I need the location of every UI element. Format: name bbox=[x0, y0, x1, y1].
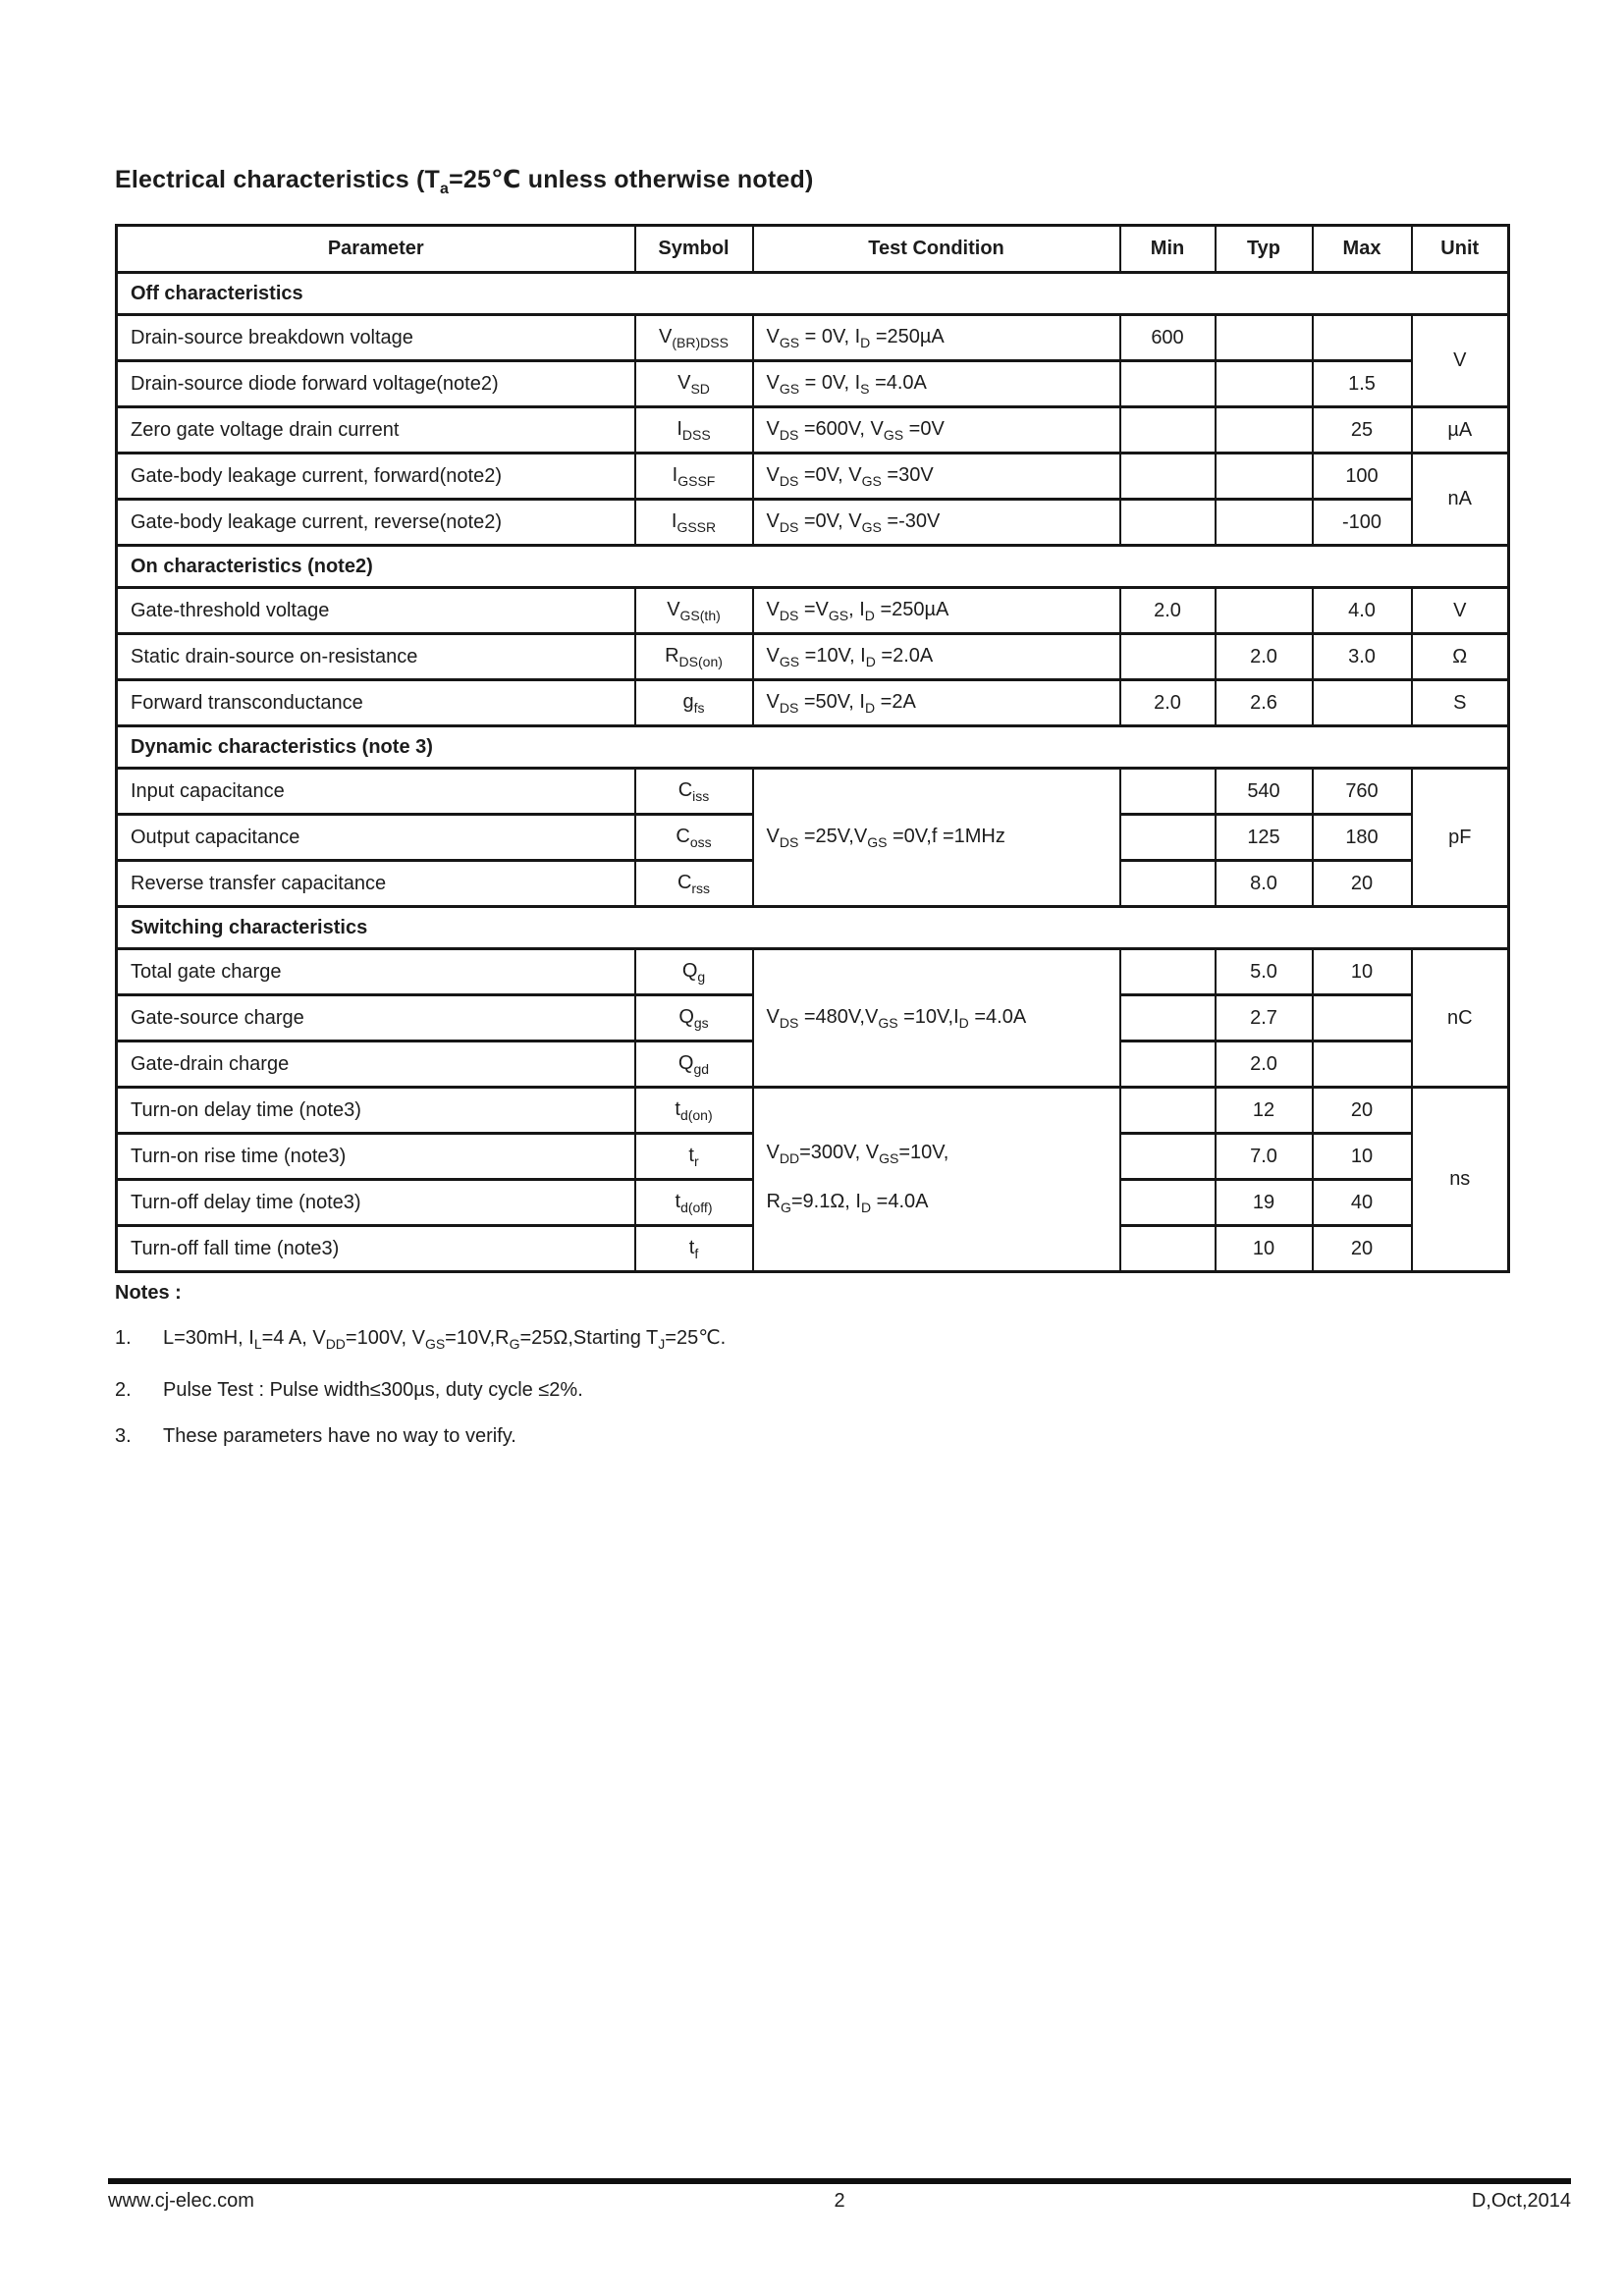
typ-cell bbox=[1216, 361, 1313, 407]
symbol-cell: $V_{(BR)DSS}$ bbox=[635, 315, 753, 361]
typ-cell bbox=[1216, 454, 1313, 500]
typ-cell: 10 bbox=[1216, 1226, 1313, 1272]
table-row bbox=[117, 680, 1509, 726]
section-label: On characteristics (note2) bbox=[117, 546, 1509, 588]
symbol-cell: $V_{GS(th)}$ bbox=[635, 588, 753, 634]
parameter-cell: Drain-source breakdown voltage bbox=[117, 315, 635, 361]
condition-cell: $V_{DS} =0V$, $V_{GS} =30V$ bbox=[753, 454, 1120, 500]
min-cell bbox=[1120, 861, 1216, 907]
parameter-cell: Input capacitance bbox=[117, 769, 635, 815]
parameter-cell: Turn-off delay time (note3) bbox=[117, 1180, 635, 1226]
table-row bbox=[117, 500, 1509, 546]
section-label: Off characteristics bbox=[117, 273, 1509, 315]
unit-cell: ns bbox=[1412, 1088, 1509, 1272]
min-cell bbox=[1120, 1180, 1216, 1226]
min-cell bbox=[1120, 361, 1216, 407]
condition-line: $V_{DD}=300V$, $V_{GS}=10V$, bbox=[766, 1141, 949, 1166]
typ-cell bbox=[1216, 588, 1313, 634]
symbol-cell: $t_r$ bbox=[635, 1134, 753, 1180]
typ-cell: 2.0 bbox=[1216, 634, 1313, 680]
max-cell: 10 bbox=[1313, 949, 1412, 995]
parameter-cell: Turn-on delay time (note3) bbox=[117, 1088, 635, 1134]
condition-cell bbox=[753, 1088, 1120, 1272]
symbol-cell: $t_f$ bbox=[635, 1226, 753, 1272]
min-cell: 2.0 bbox=[1120, 680, 1216, 726]
footer-page-number: 2 bbox=[834, 2190, 845, 2212]
min-cell bbox=[1120, 634, 1216, 680]
min-cell bbox=[1120, 1088, 1216, 1134]
parameter-cell: Forward transconductance bbox=[117, 680, 635, 726]
col-header-max: Max bbox=[1313, 226, 1412, 273]
condition-cell: $V_{GS} = 0V$, $I_S =4.0A$ bbox=[753, 361, 1120, 407]
typ-cell: 5.0 bbox=[1216, 949, 1313, 995]
max-cell: 20 bbox=[1313, 861, 1412, 907]
min-cell bbox=[1120, 407, 1216, 454]
unit-cell: V bbox=[1412, 315, 1509, 407]
typ-cell bbox=[1216, 500, 1313, 546]
typ-cell: 8.0 bbox=[1216, 861, 1313, 907]
symbol-cell: $Q_g$ bbox=[635, 949, 753, 995]
section-row-dynamic bbox=[117, 726, 1509, 769]
note-number: 3. bbox=[115, 1425, 132, 1447]
col-header-parameter: Parameter bbox=[117, 226, 635, 273]
max-cell: 40 bbox=[1313, 1180, 1412, 1226]
max-cell: 180 bbox=[1313, 815, 1412, 861]
condition-cell: $V_{DS} =480V,V_{GS} =10V,I_D =4.0A$ bbox=[753, 949, 1120, 1088]
min-cell bbox=[1120, 1226, 1216, 1272]
footer-revision-date: D,Oct,2014 bbox=[1471, 2190, 1571, 2212]
max-cell: 100 bbox=[1313, 454, 1412, 500]
max-cell: 4.0 bbox=[1313, 588, 1412, 634]
max-cell: -100 bbox=[1313, 500, 1412, 546]
page-footer bbox=[108, 2190, 1571, 2213]
min-cell bbox=[1120, 454, 1216, 500]
symbol-cell: $C_{oss}$ bbox=[635, 815, 753, 861]
table-row bbox=[117, 588, 1509, 634]
symbol-cell: $Q_{gd}$ bbox=[635, 1041, 753, 1088]
max-cell bbox=[1313, 315, 1412, 361]
symbol-cell: $t_{d(off)}$ bbox=[635, 1180, 753, 1226]
col-header-min: Min bbox=[1120, 226, 1216, 273]
page-title: Electrical characteristics ($T_a=25℃$ unless otherwise noted) bbox=[115, 166, 814, 197]
condition-cell: $V_{GS} = 0V$, $I_D =250\mu A$ bbox=[753, 315, 1120, 361]
table-row bbox=[117, 1088, 1509, 1134]
symbol-cell: $t_{d(on)}$ bbox=[635, 1088, 753, 1134]
typ-cell: 7.0 bbox=[1216, 1134, 1313, 1180]
note-text: Pulse Test : Pulse width≤300µs, duty cycle ≤2%. bbox=[163, 1379, 583, 1401]
typ-cell bbox=[1216, 407, 1313, 454]
note-number: 1. bbox=[115, 1327, 132, 1349]
max-cell: 3.0 bbox=[1313, 634, 1412, 680]
symbol-cell: $I_{DSS}$ bbox=[635, 407, 753, 454]
symbol-cell: $C_{iss}$ bbox=[635, 769, 753, 815]
min-cell: 2.0 bbox=[1120, 588, 1216, 634]
typ-cell: 2.7 bbox=[1216, 995, 1313, 1041]
typ-cell: 19 bbox=[1216, 1180, 1313, 1226]
parameter-cell: Gate-drain charge bbox=[117, 1041, 635, 1088]
note-number: 2. bbox=[115, 1379, 132, 1401]
max-cell: 20 bbox=[1313, 1226, 1412, 1272]
section-label: Switching characteristics bbox=[117, 907, 1509, 949]
condition-cell: $V_{DS} =50V$, $I_D =2A$ bbox=[753, 680, 1120, 726]
table-row bbox=[117, 634, 1509, 680]
parameter-cell: Reverse transfer capacitance bbox=[117, 861, 635, 907]
parameter-cell: Gate-threshold voltage bbox=[117, 588, 635, 634]
min-cell bbox=[1120, 995, 1216, 1041]
parameter-cell: Gate-body leakage current, forward(note2) bbox=[117, 454, 635, 500]
max-cell: 1.5 bbox=[1313, 361, 1412, 407]
typ-cell: 2.6 bbox=[1216, 680, 1313, 726]
col-header-unit: Unit bbox=[1412, 226, 1509, 273]
min-cell bbox=[1120, 769, 1216, 815]
section-row-on bbox=[117, 546, 1509, 588]
parameter-cell: Output capacitance bbox=[117, 815, 635, 861]
unit-cell: V bbox=[1412, 588, 1509, 634]
note-text: These parameters have no way to verify. bbox=[163, 1425, 516, 1447]
max-cell bbox=[1313, 1041, 1412, 1088]
condition-line: $R_G=9.1\Omega$, $I_D =4.0A$ bbox=[766, 1190, 929, 1215]
table-row bbox=[117, 454, 1509, 500]
condition-cell: $V_{DS} =V_{GS}$, $I_D =250\mu A$ bbox=[753, 588, 1120, 634]
typ-cell: 12 bbox=[1216, 1088, 1313, 1134]
table-header-row bbox=[117, 226, 1509, 273]
parameter-cell: Drain-source diode forward voltage(note2) bbox=[117, 361, 635, 407]
footer-website: www.cj-elec.com bbox=[108, 2190, 254, 2212]
symbol-cell: $V_{SD}$ bbox=[635, 361, 753, 407]
symbol-cell: $Q_{gs}$ bbox=[635, 995, 753, 1041]
condition-cell: $V_{DS} =0V$, $V_{GS} =-30V$ bbox=[753, 500, 1120, 546]
symbol-cell: $I_{GSSR}$ bbox=[635, 500, 753, 546]
table-row bbox=[117, 949, 1509, 995]
parameter-cell: Turn-off fall time (note3) bbox=[117, 1226, 635, 1272]
section-row-off bbox=[117, 273, 1509, 315]
typ-cell: 125 bbox=[1216, 815, 1313, 861]
unit-cell: Ω bbox=[1412, 634, 1509, 680]
symbol-cell: $I_{GSSF}$ bbox=[635, 454, 753, 500]
col-header-typ: Typ bbox=[1216, 226, 1313, 273]
min-cell bbox=[1120, 815, 1216, 861]
typ-cell bbox=[1216, 315, 1313, 361]
note-item bbox=[115, 1423, 1507, 1449]
symbol-cell: $g_{fs}$ bbox=[635, 680, 753, 726]
condition-cell: $V_{DS} =600V$, $V_{GS} =0V$ bbox=[753, 407, 1120, 454]
parameter-cell: Total gate charge bbox=[117, 949, 635, 995]
col-header-test-condition: Test Condition bbox=[753, 226, 1120, 273]
max-cell bbox=[1313, 995, 1412, 1041]
note-text: L=30mH, $I_L=4$ A, $V_{DD}=100V$, $V_{GS}=10V,R_G=25\Omega,Starting$ $T_J=25℃$. bbox=[163, 1327, 727, 1352]
table-row bbox=[117, 407, 1509, 454]
table-row bbox=[117, 361, 1509, 407]
typ-cell: 2.0 bbox=[1216, 1041, 1313, 1088]
parameter-cell: Zero gate voltage drain current bbox=[117, 407, 635, 454]
table-row bbox=[117, 769, 1509, 815]
min-cell bbox=[1120, 1134, 1216, 1180]
note-item bbox=[115, 1377, 1507, 1403]
parameter-cell: Static drain-source on-resistance bbox=[117, 634, 635, 680]
unit-cell: S bbox=[1412, 680, 1509, 726]
unit-cell: pF bbox=[1412, 769, 1509, 907]
col-header-symbol: Symbol bbox=[635, 226, 753, 273]
condition-cell: $V_{GS} =10V$, $I_D =2.0A$ bbox=[753, 634, 1120, 680]
condition-cell: $V_{DS} =25V,V_{GS} =0V,f =1MHz$ bbox=[753, 769, 1120, 907]
min-cell bbox=[1120, 500, 1216, 546]
parameter-cell: Gate-body leakage current, reverse(note2) bbox=[117, 500, 635, 546]
min-cell bbox=[1120, 949, 1216, 995]
note-item bbox=[115, 1325, 1507, 1357]
unit-cell: µA bbox=[1412, 407, 1509, 454]
parameter-cell: Turn-on rise time (note3) bbox=[117, 1134, 635, 1180]
unit-cell: nC bbox=[1412, 949, 1509, 1088]
notes-section bbox=[115, 1282, 1507, 1449]
min-cell bbox=[1120, 1041, 1216, 1088]
max-cell bbox=[1313, 680, 1412, 726]
max-cell: 20 bbox=[1313, 1088, 1412, 1134]
min-cell: 600 bbox=[1120, 315, 1216, 361]
max-cell: 10 bbox=[1313, 1134, 1412, 1180]
section-label: Dynamic characteristics (note 3) bbox=[117, 726, 1509, 769]
unit-cell: nA bbox=[1412, 454, 1509, 546]
max-cell: 25 bbox=[1313, 407, 1412, 454]
symbol-cell: $C_{rss}$ bbox=[635, 861, 753, 907]
symbol-cell: $R_{DS(on)}$ bbox=[635, 634, 753, 680]
notes-heading: Notes : bbox=[115, 1282, 182, 1304]
footer-divider bbox=[108, 2178, 1571, 2184]
max-cell: 760 bbox=[1313, 769, 1412, 815]
section-row-switching bbox=[117, 907, 1509, 949]
parameter-cell: Gate-source charge bbox=[117, 995, 635, 1041]
electrical-characteristics-table bbox=[115, 224, 1510, 1273]
typ-cell: 540 bbox=[1216, 769, 1313, 815]
table-row bbox=[117, 315, 1509, 361]
